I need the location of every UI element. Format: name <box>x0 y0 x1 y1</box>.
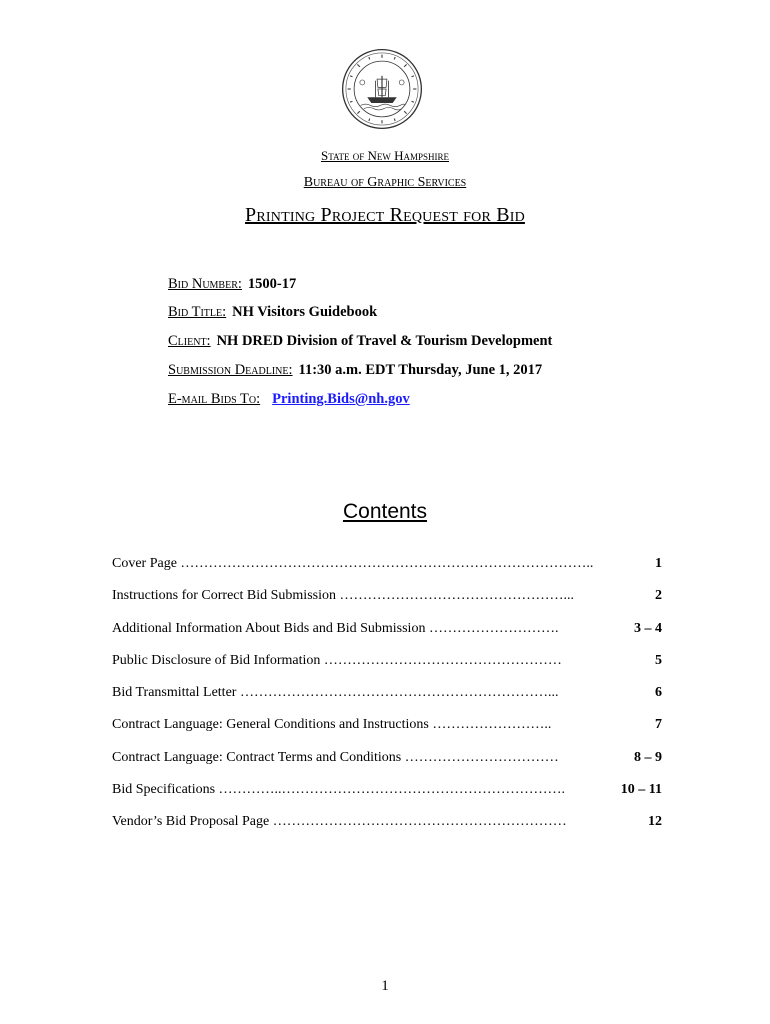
bid-number-row <box>168 276 296 293</box>
toc-title: Cover Page …………………………………………………………………………….. <box>112 556 594 571</box>
bureau-name: Bureau of Graphic Services <box>303 175 467 190</box>
submission-deadline-value: 11:30 a.m. EDT Thursday, June 1, 2017 <box>298 362 543 378</box>
email-link[interactable]: Printing.Bids@nh.gov <box>272 391 410 407</box>
toc-page-number: 8 – 9 <box>634 749 662 765</box>
toc-title: Contract Language: Contract Terms and Conditions …………………………… <box>112 749 559 765</box>
toc-item-contract-terms[interactable] <box>112 746 662 778</box>
toc-item-bid-specifications[interactable] <box>112 778 662 810</box>
submission-deadline-row <box>168 362 542 379</box>
toc-page-number: 3 – 4 <box>634 620 662 636</box>
email-label: E-mail Bids To: <box>168 391 261 407</box>
toc-page-number: 6 <box>655 685 662 701</box>
table-of-contents <box>112 552 662 843</box>
client-label: Client: <box>168 333 211 349</box>
toc-page-number: 7 <box>655 717 662 733</box>
toc-item-public-disclosure[interactable] <box>112 649 662 681</box>
toc-item-vendor-bid-proposal[interactable] <box>112 810 662 842</box>
bid-number-value: 1500-17 <box>247 276 297 292</box>
toc-title: Contract Language: General Conditions and Instructions …………………….. <box>112 717 552 733</box>
toc-title: Instructions for Correct Bid Submission …………………………………………... <box>112 588 574 604</box>
state-seal-icon <box>341 48 423 130</box>
toc-item-general-conditions[interactable] <box>112 713 662 745</box>
bid-title-value: NH Visitors Guidebook <box>232 304 378 320</box>
email-row <box>168 391 410 408</box>
bid-number-label: Bid Number: <box>168 276 242 292</box>
toc-page-number: 1 <box>655 556 662 571</box>
page-number: 1 <box>381 978 389 994</box>
submission-deadline-label: Submission Deadline: <box>168 362 293 378</box>
state-name: State of New Hampshire <box>320 148 450 163</box>
toc-title: Bid Transmittal Letter …………………………………………………………... <box>112 685 559 701</box>
contents-heading: Contents <box>342 500 428 523</box>
bid-title-row <box>168 304 377 321</box>
toc-title: Vendor’s Bid Proposal Page ……………………………………………………… <box>112 814 567 830</box>
toc-title: Public Disclosure of Bid Information …………………………………………… <box>112 652 562 668</box>
client-value: NH DRED Division of Travel & Tourism Development <box>216 333 553 349</box>
toc-page-number: 10 – 11 <box>620 782 662 798</box>
bid-title-label: Bid Title: <box>168 304 227 320</box>
toc-page-number: 5 <box>655 652 662 668</box>
client-row <box>168 333 552 350</box>
toc-item-bid-transmittal-letter[interactable] <box>112 681 662 713</box>
toc-title: Additional Information About Bids and Bid Submission ………………………. <box>112 620 559 636</box>
toc-page-number: 12 <box>648 814 662 830</box>
toc-item-cover-page[interactable] <box>112 552 662 584</box>
toc-page-number: 2 <box>655 588 662 604</box>
toc-item-instructions[interactable] <box>112 584 662 616</box>
toc-item-additional-information[interactable] <box>112 617 662 649</box>
document-title: Printing Project Request for Bid <box>245 204 525 226</box>
toc-title: Bid Specifications …………..……………………………………………………. <box>112 782 566 798</box>
